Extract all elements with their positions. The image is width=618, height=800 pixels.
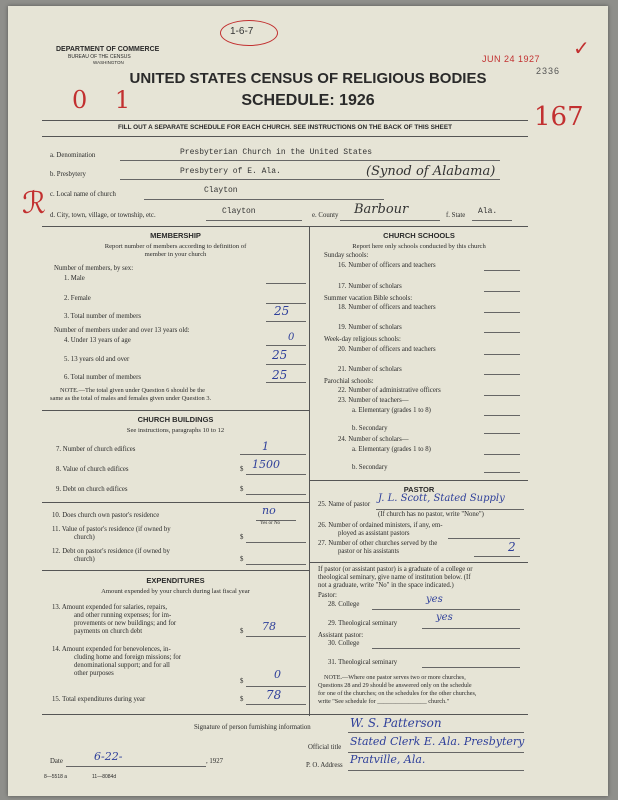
q10-label: 10. Does church own pastor's residence — [52, 512, 160, 519]
presbytery-value: Presbytery of E. Ala. — [180, 167, 281, 176]
column-divider — [309, 226, 310, 716]
pastor-note-2: Questions 28 and 29 should be answered only on the schedule — [318, 682, 472, 689]
po-address-value: Pratville, Ala. — [350, 753, 426, 766]
q24a-label: a. Elementary (grades 1 to 8) — [352, 446, 431, 453]
q19-label: 19. Number of scholars — [338, 324, 402, 331]
buildings-subheading: See instructions, paragraphs 10 to 12 — [126, 427, 225, 434]
membership-note-2: same as the total of males and females given under Question 3. — [50, 395, 212, 402]
denomination-label: a. Denomination — [50, 152, 96, 159]
official-title-label: Official title — [308, 744, 342, 751]
buildings-heading: CHURCH BUILDINGS — [137, 415, 214, 424]
q13-label: 13. Amount expended for salaries, repairs, — [52, 604, 168, 611]
instruction-line: FILL OUT A SEPARATE SCHEDULE FOR EACH CHURCH. SEE INSTRUCTIONS ON THE BACK OF THIS SHEET — [118, 124, 452, 131]
q1-label: 1. Male — [64, 275, 85, 282]
form-title: UNITED STATES CENSUS OF RELIGIOUS BODIES — [129, 70, 487, 87]
q7-label: 7. Number of church edifices — [56, 446, 136, 453]
city-name: WASHINGTON — [93, 60, 124, 65]
q11-label: 11. Value of pastor's residence (if owned by — [52, 526, 171, 533]
q22-label: 22. Number of administrative officers — [338, 387, 441, 394]
q11-dollar: $ — [240, 534, 244, 541]
county-value: Barbour — [354, 202, 409, 217]
q8-value: 1500 — [252, 458, 280, 471]
q4-value: 0 — [288, 332, 295, 343]
synod-handwritten: (Synod of Alabama) — [366, 164, 496, 179]
state-label: f. State — [446, 212, 466, 219]
q6-value: 25 — [272, 368, 288, 382]
expenditures-heading: EXPENDITURES — [146, 576, 205, 585]
official-title-value: Stated Clerk E. Ala. Presbytery — [350, 735, 525, 748]
q14-value: 0 — [274, 668, 281, 681]
q24-label: 24. Number of scholars— — [338, 436, 409, 443]
q12-dollar: $ — [240, 556, 244, 563]
q27-value: 2 — [508, 540, 516, 554]
q12-label-2: church) — [74, 556, 95, 563]
q31-label: 31. Theological seminary — [328, 659, 398, 666]
presbytery-label: b. Presbytery — [50, 171, 86, 178]
q20-label: 20. Number of officers and teachers — [338, 346, 436, 353]
q21-label: 21. Number of scholars — [338, 366, 402, 373]
q15-dollar: $ — [240, 696, 244, 703]
graduate-instructions-3: not a graduate, write "No" in the space indicated.) — [318, 582, 454, 589]
q28-value: yes — [426, 594, 443, 605]
q13-label-2: and other running expenses; for im- — [74, 612, 172, 619]
city-label: d. City, town, village, or township, etc. — [50, 212, 156, 219]
red-margin-mark: ℛ — [22, 186, 46, 221]
q15-value: 78 — [266, 688, 282, 702]
q5-value: 25 — [272, 348, 288, 362]
q10-value: no — [262, 504, 276, 517]
q12-label: 12. Debt on pastor's residence (if owned by — [52, 548, 170, 555]
print-code: 11—8084d — [92, 774, 117, 780]
pastor-label: Pastor: — [318, 592, 337, 599]
membership-subheading: Report number of members according to definition of — [104, 243, 247, 250]
q13-dollar: $ — [240, 628, 244, 635]
membership-subheading-2: member in your church — [144, 251, 207, 258]
membership-note: NOTE.—The total given under Question 6 should be the — [60, 387, 206, 394]
q8-dollar: $ — [240, 466, 244, 473]
q29-value: yes — [436, 612, 453, 623]
expenditures-subheading: Amount expended by your church during last fiscal year — [101, 588, 250, 595]
q26-label-2: ployed as assistant pastors — [338, 530, 410, 537]
department-name: DEPARTMENT OF COMMERCE — [56, 46, 160, 53]
q3-value: 25 — [274, 304, 290, 318]
county-label: e. County — [312, 212, 339, 219]
q3-label: 3. Total number of members — [64, 313, 141, 320]
graduate-instructions-2: theological seminary, give name of institution below. (If — [318, 574, 471, 581]
members-by-sex-label: Number of members, by sex: — [54, 265, 134, 272]
assistant-pastor-label: Assistant pastor: — [318, 632, 364, 639]
q29-label: 29. Theological seminary — [328, 620, 398, 627]
q4-label: 4. Under 13 years of age — [64, 337, 131, 344]
schools-heading: CHURCH SCHOOLS — [383, 231, 455, 240]
date-value: 6-22- — [94, 750, 123, 763]
form-subtitle: SCHEDULE: 1926 — [241, 92, 375, 109]
q27-label: 27. Number of other churches served by the — [318, 540, 438, 547]
city-value: Clayton — [222, 207, 256, 216]
q23-label: 23. Number of teachers— — [338, 397, 409, 404]
q2-label: 2. Female — [64, 295, 91, 302]
q14-label: 14. Amount expended for benevolences, in- — [52, 646, 171, 653]
q7-value: 1 — [262, 440, 269, 453]
handwritten-code-left: 0 1 — [72, 86, 141, 114]
denomination-value: Presbyterian Church in the United States — [180, 148, 373, 157]
q13-label-4: payments on church debt — [74, 628, 143, 635]
sunday-schools-label: Sunday schools: — [324, 252, 369, 259]
census-schedule-form — [8, 6, 608, 796]
q11-label-2: church) — [74, 534, 95, 541]
yes-no-hint: Yes or No — [260, 521, 281, 526]
pastor-note: NOTE.—Where one pastor serves two or more churches, — [324, 674, 466, 681]
q24b-label: b. Secondary — [352, 464, 388, 471]
received-stamp-date: JUN 24 1927 — [482, 54, 541, 64]
q25-note: (If church has no pastor, write "None") — [378, 511, 484, 518]
q17-label: 17. Number of scholars — [338, 283, 402, 290]
q13-label-3: provements or new buildings; and for — [74, 620, 177, 627]
q9-label: 9. Debt on church edifices — [56, 486, 128, 493]
parochial-schools-label: Parochial schools: — [324, 378, 374, 385]
q26-label: 26. Number of ordained ministers, if any, em- — [318, 522, 443, 529]
q6-label: 6. Total number of members — [64, 374, 141, 381]
q14-label-3: denominational support; and for all — [74, 662, 170, 669]
date-year: , 1927 — [206, 758, 223, 765]
q15-label: 15. Total expenditures during year — [52, 696, 146, 703]
members-by-age-label: Number of members under and over 13 years old: — [54, 327, 190, 334]
pastor-note-4: write "See schedule for ________________ church." — [318, 698, 450, 705]
q13-value: 78 — [262, 620, 276, 633]
stamp-number: 2336 — [536, 66, 561, 76]
q27-label-2: pastor or his assistants — [338, 548, 399, 555]
church-name-label: c. Local name of church — [50, 191, 116, 198]
q5-label: 5. 13 years old and over — [64, 356, 130, 363]
membership-heading: MEMBERSHIP — [150, 231, 201, 240]
q23a-label: a. Elementary (grades 1 to 8) — [352, 407, 431, 414]
summer-schools-label: Summer vacation Bible schools: — [324, 295, 413, 302]
q25-label: 25. Name of pastor — [318, 501, 371, 508]
graduate-instructions: If pastor (or assistant pastor) is a graduate of a college or — [318, 566, 473, 573]
signature-value: W. S. Patterson — [350, 716, 442, 730]
oval-code: 1-6-7 — [230, 26, 254, 37]
q14-label-4: other purposes — [74, 670, 114, 677]
handwritten-code-right: 167 — [534, 102, 584, 132]
q25-value: J. L. Scott, Stated Supply — [378, 493, 505, 504]
pastor-note-3: for one of the churches; on the schedules for the other churches, — [318, 690, 477, 697]
signature-label: Signature of person furnishing information — [194, 724, 311, 731]
church-name-value: Clayton — [204, 186, 238, 195]
q9-dollar: $ — [240, 486, 244, 493]
form-code: 8—5518 a — [44, 774, 68, 780]
q18-label: 18. Number of officers and teachers — [338, 304, 436, 311]
q30-label: 30. College — [328, 640, 360, 647]
date-label: Date — [50, 758, 63, 765]
q16-label: 16. Number of officers and teachers — [338, 262, 436, 269]
q8-label: 8. Value of church edifices — [56, 466, 129, 473]
weekday-schools-label: Week-day religious schools: — [324, 336, 401, 343]
state-value: Ala. — [478, 207, 498, 216]
check-mark: ✓ — [573, 36, 590, 60]
q28-label: 28. College — [328, 601, 360, 608]
q23b-label: b. Secondary — [352, 425, 388, 432]
po-address-label: P. O. Address — [306, 762, 343, 769]
q14-dollar: $ — [240, 678, 244, 685]
pastor-heading: PASTOR — [403, 485, 435, 494]
schools-subheading: Report here only schools conducted by this church — [352, 243, 486, 250]
q14-label-2: cluding home and foreign missions; for — [74, 654, 182, 661]
bureau-name: BUREAU OF THE CENSUS — [68, 54, 131, 60]
